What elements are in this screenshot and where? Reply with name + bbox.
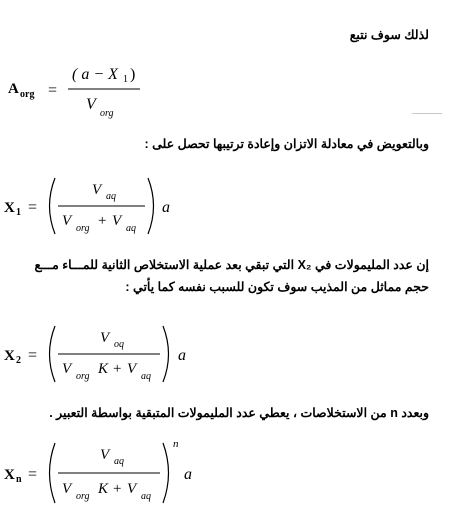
eq3-numerator-sub: oq xyxy=(114,339,124,350)
equation-x2 xyxy=(0,318,449,390)
eq3-left-paren xyxy=(50,326,56,382)
eq4-right-paren xyxy=(163,443,169,503)
eq4-power: n xyxy=(173,438,179,450)
eq3-lhs: X xyxy=(4,348,15,364)
text-line-3b: حجم مماثل من المذيب سوف تكون للسبب نفسه كما يأتي : xyxy=(125,280,429,294)
eq2-equals: = xyxy=(28,199,38,216)
eq3-den-b-sub: aq xyxy=(141,371,151,382)
eq2-den-plus: + xyxy=(98,213,107,229)
text-line-4: وبعدد n من الاستخلاصات ، يعطي عدد المليمولات المتبقية بواسطة التعبير . xyxy=(49,406,429,420)
eq1-numerator-close: ) xyxy=(130,66,136,83)
eq3-den-a: V xyxy=(62,361,72,377)
eq4-den-plus: + xyxy=(113,481,122,497)
eq4-numerator-sub: aq xyxy=(114,456,124,467)
eq4-den-b-sub: aq xyxy=(141,491,151,502)
eq2-lhs: X xyxy=(4,200,15,216)
text-line-1: لذلك سوف نتبع xyxy=(349,28,429,42)
eq1-equals: = xyxy=(48,82,58,99)
eq4-left-paren xyxy=(50,443,56,503)
eq2-lhs-sub: 1 xyxy=(16,207,21,218)
eq2-left-paren xyxy=(50,178,56,234)
eq2-den-a: V xyxy=(62,213,72,229)
equation-a-org xyxy=(0,62,449,132)
eq3-den-plus: + xyxy=(113,361,122,377)
divider xyxy=(412,113,442,114)
eq3-den-k: K xyxy=(98,361,109,377)
eq2-right-paren xyxy=(148,178,154,234)
eq2-numerator: V xyxy=(92,182,102,198)
text-line-3a: إن عدد المليمولات في X₂ التي تبقي بعد عملية الاستخلاص الثانية للمـــاء مـــع xyxy=(34,258,429,272)
eq3-equals: = xyxy=(28,347,38,364)
eq4-lhs: X xyxy=(4,467,15,483)
eq4-den-k: K xyxy=(98,481,109,497)
eq3-factor: a xyxy=(178,347,186,364)
eq4-den-a-sub: org xyxy=(76,491,90,502)
eq1-lhs: A xyxy=(8,81,19,97)
eq2-numerator-sub: aq xyxy=(106,191,116,202)
text-line-2: وبالتعويض في معادلة الاتزان وإعادة ترتيبها تحصل على : xyxy=(144,137,429,151)
eq3-lhs-sub: 2 xyxy=(16,355,21,366)
eq1-denominator-sub: org xyxy=(100,108,114,119)
eq3-numerator: V xyxy=(100,330,110,346)
eq4-factor: a xyxy=(184,466,192,483)
eq3-den-b: V xyxy=(127,361,137,377)
eq1-denominator: V xyxy=(86,96,96,113)
eq4-den-b: V xyxy=(127,481,137,497)
eq2-factor: a xyxy=(162,199,170,216)
equation-xn xyxy=(0,433,449,511)
eq1-lhs-sub: org xyxy=(20,89,35,100)
eq4-lhs-sub: n xyxy=(16,474,22,485)
equation-x1 xyxy=(0,170,449,242)
eq2-den-b: V xyxy=(112,213,122,229)
eq2-den-a-sub: org xyxy=(76,223,90,234)
eq4-numerator: V xyxy=(100,447,110,463)
eq4-equals: = xyxy=(28,466,38,483)
eq3-den-a-sub: org xyxy=(76,371,90,382)
eq2-den-b-sub: aq xyxy=(126,223,136,234)
eq1-numerator-sub: 1 xyxy=(123,74,128,85)
eq3-right-paren xyxy=(163,326,169,382)
eq1-numerator: ( a − X xyxy=(72,66,118,83)
eq4-den-a: V xyxy=(62,481,72,497)
